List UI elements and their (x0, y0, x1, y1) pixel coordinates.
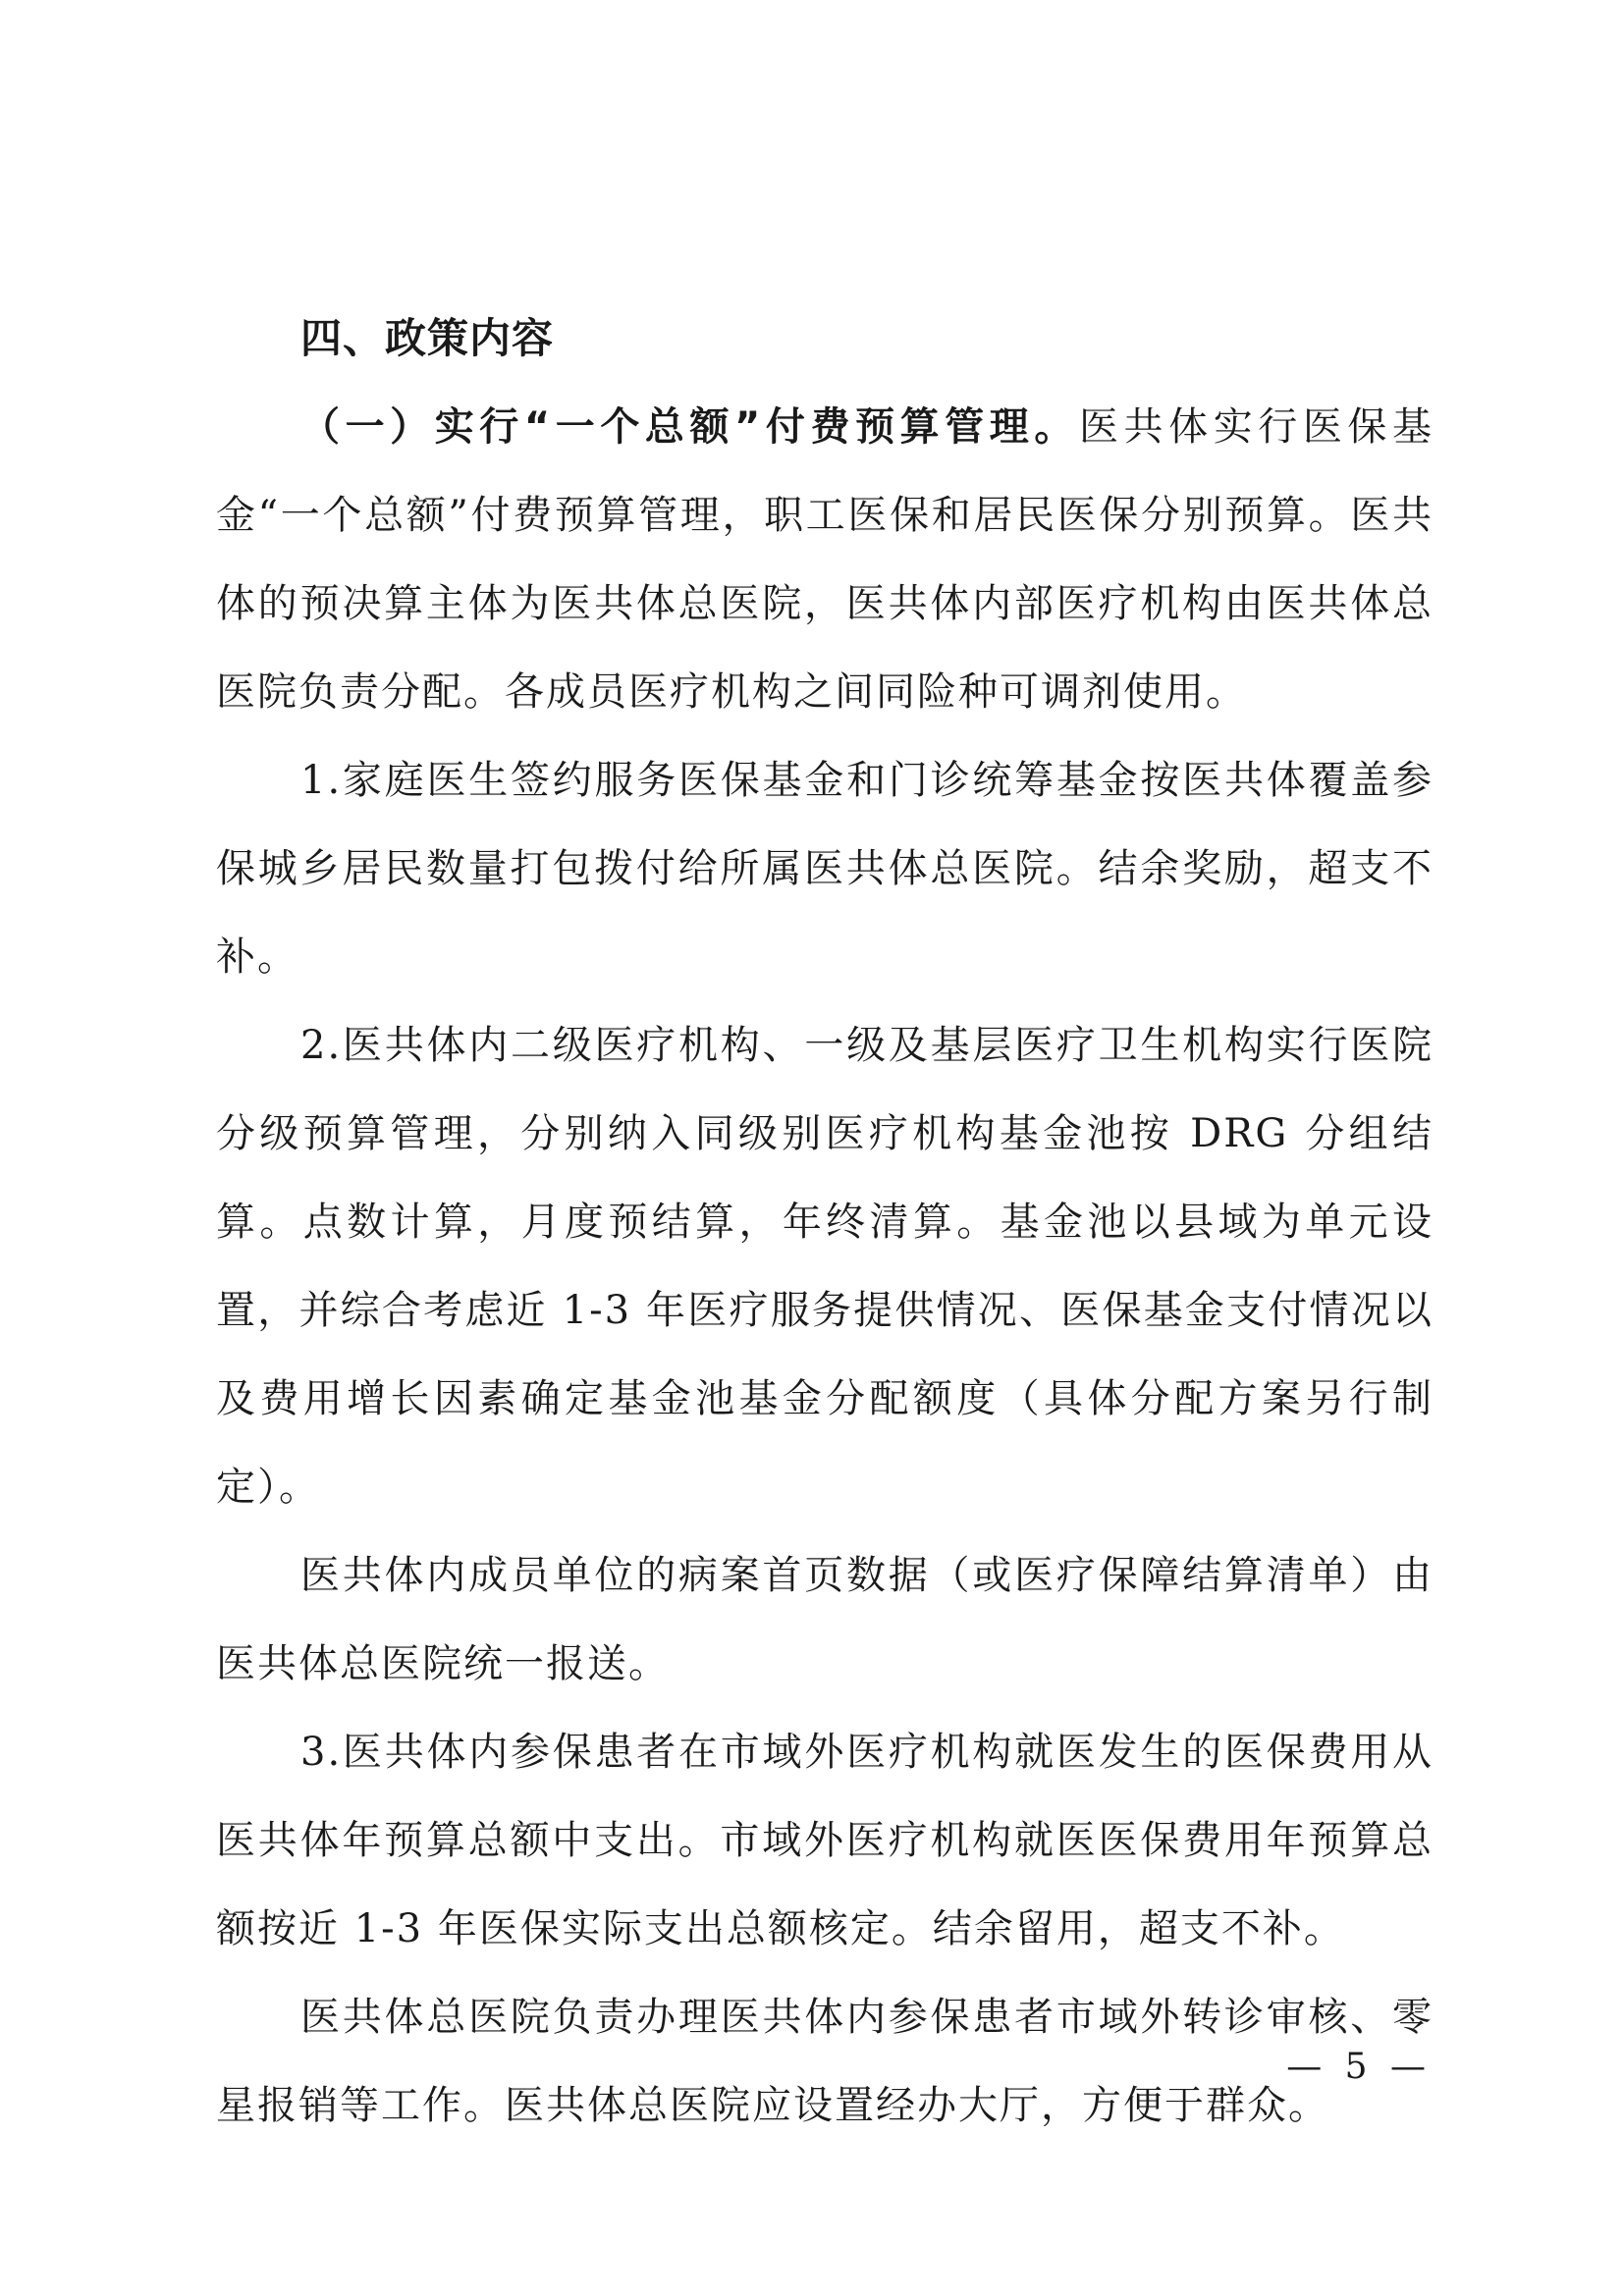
paragraph-item-2: 2.医共体内二级医疗机构、一级及基层医疗卫生机构实行医院分级预算管理，分别纳入同级别医疗机构基金池按 DRG 分组结算。点数计算，月度预结算，年终清算。基金池以县域为单元设置，并综合考虑近 1-3 年医疗服务提供情况、医保基金支付情况以及费用增长因素确定基金池基金分配额度（具体分配方案另行制定）。 (216, 1023, 1434, 1510)
paragraph-item-3: 3.医共体内参保患者在市域外医疗机构就医发生的医保费用从医共体年预算总额中支出。市域外医疗机构就医医保费用年预算总额按近 1-3 年医保实际支出总额核定。结余留用，超支不补。 (216, 1730, 1434, 1951)
paragraph-case-data: 医共体内成员单位的病案首页数据（或医疗保障结算清单）由医共体总医院统一报送。 (216, 1553, 1434, 1686)
paragraph-referral: 医共体总医院负责办理医共体内参保患者市域外转诊审核、零星报销等工作。医共体总医院应设置经办大厅，方便于群众。 (216, 1995, 1434, 2128)
paragraph-item-1: 1.家庭医生签约服务医保基金和门诊统筹基金按医共体覆盖参保城乡居民数量打包拨付给所属医共体总医院。结余奖励，超支不补。 (216, 758, 1434, 980)
paragraph-text: 医共体实行医保基金“一个总额”付费预算管理，职工医保和居民医保分别预算。医共体的预决算主体为医共体总医院，医共体内部医疗机构由医共体总医院负责分配。各成员医疗机构之间同险种可调剂使用。 (216, 404, 1434, 715)
document-page (216, 294, 1434, 2150)
subsection-title: （一）实行“一个总额”付费预算管理。 (300, 404, 1079, 450)
paragraph-budget-management (216, 383, 1434, 736)
page-number: — 5 — (1286, 2047, 1432, 2087)
section-heading: 四、政策内容 (300, 314, 555, 362)
